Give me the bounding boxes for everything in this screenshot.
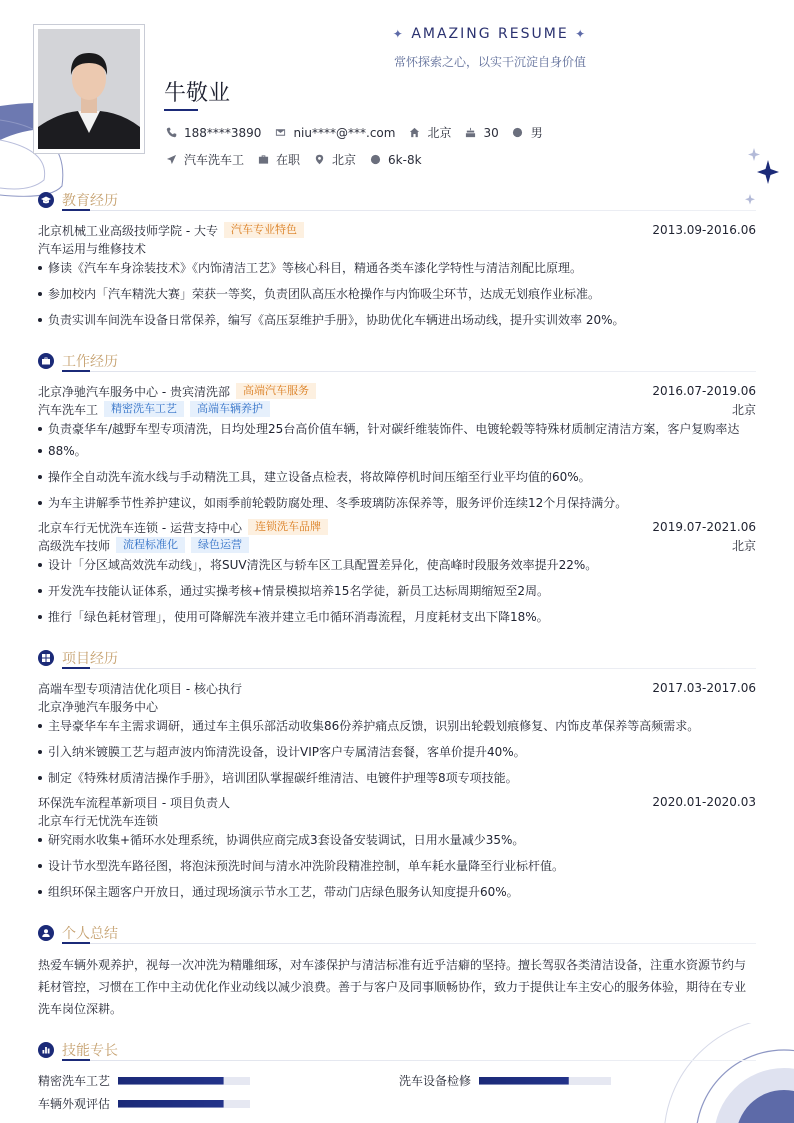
- section-title: 项目经历: [62, 651, 118, 667]
- list-item: 主导豪华车车主需求调研，通过车主俱乐部活动收集86份养护痛点反馈，识别出轮毂划痕修复、内饰皮革保养等高频需求。: [38, 716, 756, 736]
- intent-salary: 6k-8k: [368, 153, 422, 167]
- project-header: [38, 679, 756, 697]
- skill-bar: [118, 1077, 250, 1085]
- avatar: [38, 29, 140, 149]
- list-item: 开发洗车技能认证体系，通过实操考核+情景模拟培养15名学徒，新员工达标周期缩短至2周。: [38, 581, 756, 601]
- project-org: [38, 811, 756, 829]
- list-item: 为车主讲解季节性养护建议，如雨季前轮毂防腐处理、冬季玻璃防冻保养等，服务评价连续12个月保持满分。: [38, 493, 756, 513]
- project-name: 高端车型专项清洁优化项目 - 核心执行: [38, 681, 242, 696]
- skill-name: 车辆外观评估: [38, 1097, 111, 1111]
- section-divider-accent: [62, 370, 90, 372]
- section-title: 工作经历: [62, 354, 118, 370]
- money-icon: [368, 153, 382, 167]
- list-item: 参加校内「汽车精洗大赛」荣获一等奖，负责团队高压水枪操作与内饰吸尘环节，达成无划痕作业标准。: [38, 284, 756, 304]
- section-divider: [62, 371, 756, 372]
- skill-name: 洗车设备检修: [399, 1074, 472, 1088]
- education-period: 2013.09-2016.06: [652, 223, 756, 237]
- role-tag: 精密洗车工艺: [104, 401, 184, 417]
- intent-status: 在职: [256, 151, 300, 168]
- section-divider-accent: [62, 1059, 90, 1061]
- list-item: 组织环保主题客户开放日，通过现场演示节水工艺，带动门店绿色服务认知度提升60%。: [38, 882, 756, 902]
- section-title: 技能专长: [62, 1043, 118, 1059]
- section-divider-accent: [62, 667, 90, 669]
- company-tag: 高端汽车服务: [236, 383, 316, 399]
- home-icon: [407, 126, 421, 140]
- work-city: 北京: [731, 538, 756, 553]
- school-name: 北京机械工业高级技师学院 - 大专: [38, 223, 218, 238]
- list-item: 负责豪华车/越野车型专项清洗，日均处理25台高价值车辆，针对碳纤维装饰件、电镀轮毂等特殊材质制定清洁方案，客户复购率达: [38, 419, 756, 439]
- list-item: 设计节水型洗车路径图，将泡沫预洗时间与清水冲洗阶段精准控制，单车耗水量降至行业标杆值。: [38, 856, 756, 876]
- section-title: 教育经历: [62, 193, 118, 209]
- contact-age: 30: [463, 126, 498, 140]
- education-major: [38, 239, 756, 257]
- company-name: 北京车行无忧洗车连锁 - 运营支持中心: [38, 520, 242, 535]
- brand-title: [380, 26, 600, 42]
- contact-phone: 188****3890: [164, 126, 261, 140]
- major-name: 汽车运用与维修技术: [38, 241, 147, 256]
- contact-gender: 男: [511, 124, 543, 141]
- list-item: 研究雨水收集+循环水处理系统，协调供应商完成3套设备安装调试，日用水量减少35%。: [38, 830, 756, 850]
- project-org: [38, 697, 756, 715]
- list-item: 设计「分区域高效洗车动线」，将SUV清洗区与轿车区工具配置差异化，使高峰时段服务效率提升22%。: [38, 555, 756, 575]
- summary-text: 热爱车辆外观养护，视每一次冲洗为精雕细琢，对车漆保护与清洁标准有近乎洁癖的坚持。擅长驾驭各类清洁设备，注重水资源节约与耗材管控，习惯在工作中主动优化作业动线以减少浪费。善于与客户及同事顺畅协作，致力于提供让车主安心的服务体验，期待在专业洗车岗位深耕。: [38, 958, 747, 1016]
- list-item: 制定《特殊材质清洁操作手册》，培训团队掌握碳纤维清洁、电镀件护理等8项专项技能。: [38, 768, 756, 788]
- send-icon: [164, 153, 178, 167]
- slogan: 常怀探索之心，以实干沉淀自身价值: [393, 55, 586, 69]
- project-period: 2020.01-2020.03: [652, 795, 756, 809]
- list-item: 引入纳米镀膜工艺与超声波内饰清洗设备，设计VIP客户专属清洁套餐，客单价提升40%。: [38, 742, 756, 762]
- sparkle-icon: ✦: [575, 27, 588, 41]
- section-work: [38, 349, 756, 373]
- role-name: 汽车洗车工: [38, 402, 99, 417]
- skill-bar-fill: [118, 1077, 224, 1085]
- skill-item: [38, 1095, 250, 1112]
- section-divider: [62, 943, 756, 944]
- skill-bar-fill: [118, 1100, 224, 1108]
- list-item: 负责实训车间洗车设备日常保养，编写《高压泵维护手册》，协助优化车辆进出场动线，提升实训效率 20%。: [38, 310, 756, 330]
- section-divider: [62, 210, 756, 211]
- section-divider-accent: [62, 209, 90, 211]
- bar-chart-icon: [38, 1042, 54, 1058]
- sparkle-icon: ✦: [392, 27, 405, 41]
- grid-icon: [38, 650, 54, 666]
- work-period: 2016.07-2019.06: [652, 384, 756, 398]
- location-pin-icon: [312, 153, 326, 167]
- project-name: 环保洗车流程革新项目 - 项目负责人: [38, 795, 230, 810]
- job-intent-row: [164, 151, 434, 168]
- work-role: [38, 536, 756, 554]
- briefcase-icon: [38, 353, 54, 369]
- work-header: [38, 382, 756, 400]
- brand-text: AMAZING RESUME: [411, 26, 569, 42]
- skill-name: 精密洗车工艺: [38, 1074, 111, 1088]
- project-org-name: 北京车行无忧洗车连锁: [38, 813, 159, 828]
- section-divider: [62, 1060, 756, 1061]
- gender-icon: [511, 126, 525, 140]
- list-item-continuation: 88%。: [38, 441, 756, 461]
- intent-position: 汽车洗车工: [164, 151, 244, 168]
- phone-icon: [164, 126, 178, 140]
- project-org-name: 北京净驰汽车服务中心: [38, 699, 159, 714]
- section-divider-accent: [62, 942, 90, 944]
- work-period: 2019.07-2021.06: [652, 520, 756, 534]
- contact-location: 北京: [407, 124, 451, 141]
- role-tag: 绿色运营: [191, 537, 249, 553]
- list-item: 修读《汽车车身涂装技术》《内饰清洁工艺》等核心科目，精通各类车漆化学特性与清洁剂配比原理。: [38, 258, 756, 278]
- contact-email: niu****@***.com: [273, 126, 395, 140]
- graduation-cap-icon: [38, 192, 54, 208]
- company-tag: 连锁洗车品牌: [248, 519, 328, 535]
- name-underline: [164, 109, 198, 111]
- skill-bar: [479, 1077, 611, 1085]
- work-role: [38, 400, 756, 418]
- section-projects: [38, 646, 756, 670]
- work-header: [38, 518, 756, 536]
- role-name: 高级洗车技师: [38, 538, 111, 553]
- section-summary: [38, 921, 756, 945]
- project-header: [38, 793, 756, 811]
- skill-bar: [118, 1100, 250, 1108]
- section-title: 个人总结: [62, 926, 118, 942]
- role-tag: 高端车辆养护: [190, 401, 270, 417]
- candidate-name: 牛敬业: [164, 81, 231, 106]
- section-education: [38, 188, 756, 212]
- role-tag: 流程标准化: [116, 537, 185, 553]
- user-icon: [38, 925, 54, 941]
- education-tag: 汽车专业特色: [224, 222, 304, 238]
- mail-icon: [273, 126, 287, 140]
- briefcase-icon: [256, 153, 270, 167]
- company-name: 北京净驰汽车服务中心 - 贵宾清洗部: [38, 384, 230, 399]
- list-item: 推行「绿色耗材管理」，使用可降解洗车液并建立毛巾循环消毒流程，月度耗材支出下降18%。: [38, 607, 756, 627]
- skill-bar-fill: [479, 1077, 569, 1085]
- project-period: 2017.03-2017.06: [652, 681, 756, 695]
- section-divider: [62, 668, 756, 669]
- skill-item: [38, 1072, 250, 1089]
- work-city: 北京: [731, 402, 756, 417]
- section-skills: [38, 1038, 756, 1062]
- profile-photo-frame: [33, 24, 145, 154]
- contact-row: [164, 124, 555, 141]
- intent-city: 北京: [312, 151, 356, 168]
- education-header: [38, 221, 756, 239]
- skill-item: [399, 1072, 611, 1089]
- cake-icon: [463, 126, 477, 140]
- list-item: 操作全自动洗车流水线与手动精洗工具，建立设备点检表，将故障停机时间压缩至行业平均值的60%。: [38, 467, 756, 487]
